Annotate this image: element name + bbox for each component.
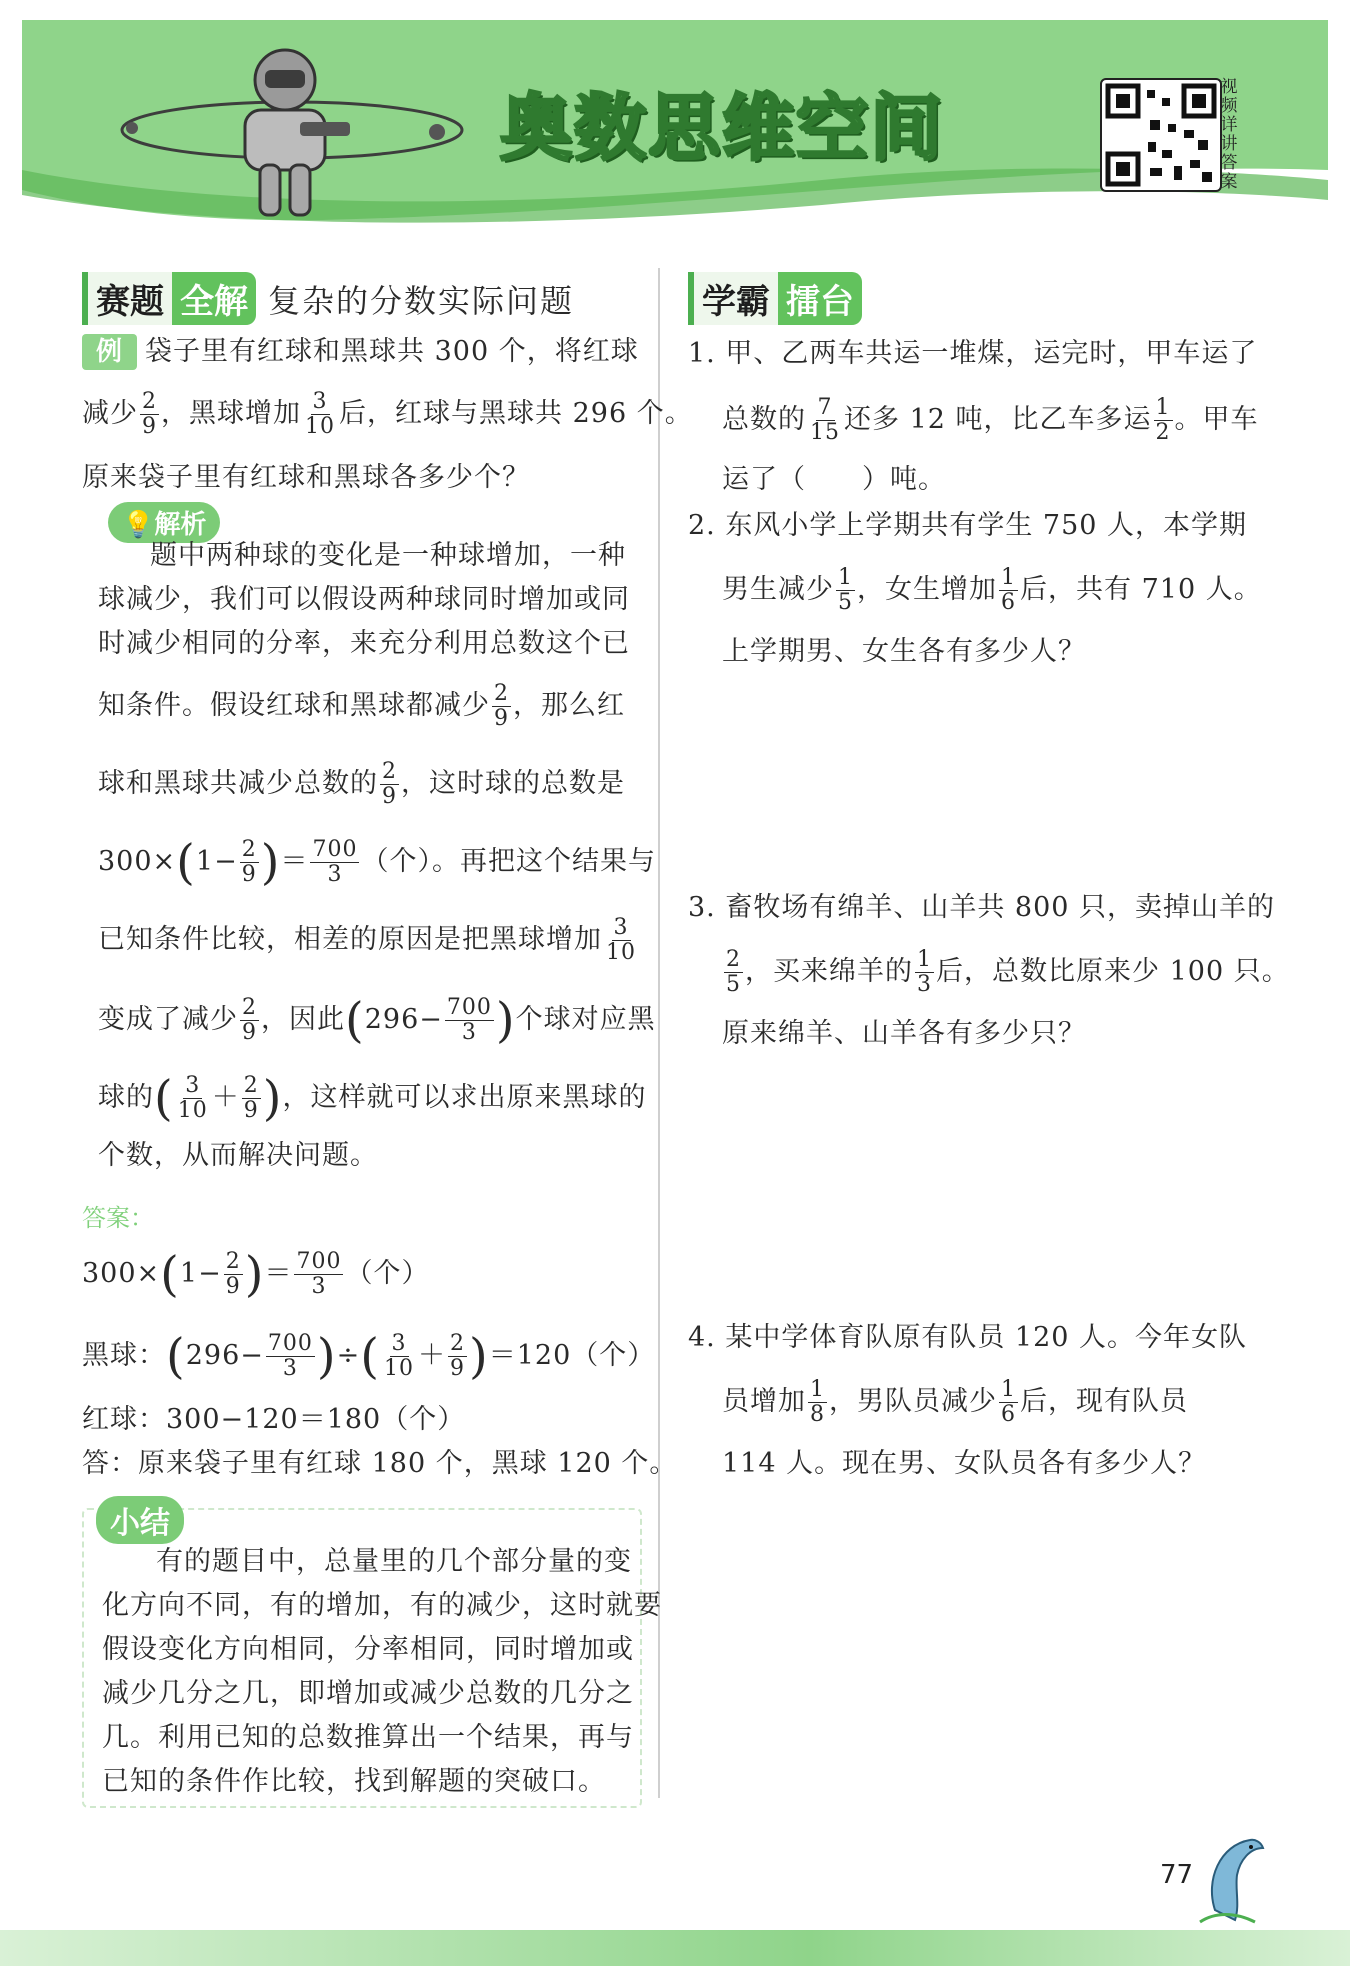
analysis-line: 已知条件比较，相差的原因是把黑球增加 $\frac{3}{10}$: [98, 915, 636, 965]
question-1-answer-blank[interactable]: 运了（ ）吨。: [722, 464, 946, 495]
example-line: 例 袋子里有红球和黑球共 300 个，将红球: [82, 334, 639, 370]
fraction: $\frac{3}{10}$: [305, 389, 335, 439]
fraction: $\frac{1}{6}$: [1001, 565, 1016, 615]
fraction: $\frac{2}{9}$: [142, 389, 157, 439]
fraction: $\frac{7}{15}$: [810, 395, 840, 445]
fraction: $\frac{2}{9}$: [242, 995, 257, 1045]
fraction: $\frac{2}{9}$: [241, 837, 257, 887]
header-tag: 赛题: [82, 272, 172, 325]
question-2: 2. 东风小学上学期共有学生 750 人，本学期: [688, 510, 1248, 541]
dolphin-icon: [1195, 1830, 1275, 1930]
fraction: $\frac{2}{9}$: [243, 1073, 259, 1123]
analysis-line: 时减少相同的分率，来充分利用总数这个已: [98, 628, 630, 659]
question-4-line: 员增加 $\frac{1}{8}$ ，男队员减少 $\frac{1}{6}$ 后，现有队员: [722, 1377, 1188, 1427]
question-4-line: 114 人。现在男、女队员各有多少人？: [722, 1448, 1207, 1479]
fraction: $\frac{2}{5}$: [726, 947, 741, 997]
summary-line: 有的题目中，总量里的几个部分量的变: [156, 1546, 632, 1577]
astronaut-icon: [190, 40, 380, 230]
fraction: $\frac{2}{9}$: [382, 759, 397, 809]
qr-code-icon[interactable]: [1100, 78, 1222, 192]
example-line: 原来袋子里有红球和黑球各多少个？: [82, 462, 530, 493]
fraction: $\frac{700}{3}$: [267, 1331, 313, 1381]
header-tag-highlight: 全解: [172, 272, 256, 325]
question-4: 4. 某中学体育队原有队员 120 人。今年女队: [688, 1322, 1248, 1353]
fraction: $\frac{2}{9}$: [494, 681, 509, 731]
question-3-line: 原来绵羊、山羊各有多少只？: [722, 1018, 1086, 1049]
answer-line: 黑球：(296− $\frac{700}{3}$ )÷( $\frac{3}{10}$ ＋ $\frac{2}{9}$ )＝120（个）: [82, 1328, 656, 1385]
analysis-line: 球减少，我们可以假设两种球同时增加或同: [98, 584, 630, 615]
analysis-line: 知条件。假设红球和黑球都减少 $\frac{2}{9}$ ，那么红: [98, 681, 625, 731]
analysis-line: 个数，从而解决问题。: [98, 1140, 378, 1171]
banner-title: 奥数思维空间: [500, 86, 945, 170]
summary-label: 小结: [96, 1496, 184, 1544]
fraction: $\frac{3}{10}$: [384, 1331, 414, 1381]
section-subtitle: 复杂的分数实际问题: [268, 281, 575, 320]
analysis-line: 球和黑球共减少总数的 $\frac{2}{9}$ ，这时球的总数是: [98, 759, 625, 809]
fraction: $\frac{2}{9}$: [225, 1249, 241, 1299]
fraction: $\frac{700}{3}$: [446, 995, 492, 1045]
fraction: $\frac{1}{6}$: [1001, 1377, 1016, 1427]
question-3: 3. 畜牧场有绵羊、山羊共 800 只，卖掉山羊的: [688, 892, 1276, 923]
answer-line: 答：原来袋子里有红球 180 个，黑球 120 个。: [82, 1448, 678, 1479]
analysis-line: 题中两种球的变化是一种球增加，一种: [150, 540, 626, 571]
fraction: $\frac{700}{3}$: [296, 1249, 342, 1299]
analysis-label: 💡解析: [108, 502, 220, 543]
summary-line: 假设变化方向相同，分率相同，同时增加或: [102, 1634, 634, 1665]
summary-line: 减少几分之几，即增加或减少总数的几分之: [102, 1678, 634, 1709]
lightbulb-icon: 💡: [122, 510, 155, 540]
analysis-line: 球的( $\frac{3}{10}$ ＋ $\frac{2}{9}$ )，这样就可以求出原来黑球的: [98, 1070, 647, 1127]
column-divider: [658, 268, 660, 1798]
fraction: $\frac{3}{10}$: [177, 1073, 208, 1123]
question-2-line: 上学期男、女生各有多少人？: [722, 636, 1086, 667]
section-header-left: [82, 272, 574, 325]
answer-line: 300×(1− $\frac{2}{9}$ )＝ $\frac{700}{3}$ （个）: [82, 1246, 430, 1303]
footer-band: [0, 1930, 1350, 1966]
question-3-line: $\frac{2}{5}$ ，买来绵羊的 $\frac{1}{3}$ 后，总数比原来少 100 只。: [726, 947, 1290, 997]
fraction: $\frac{1}{8}$: [810, 1377, 825, 1427]
summary-line: 化方向不同，有的增加，有的减少，这时就要: [102, 1590, 662, 1621]
section-header-right: [688, 272, 862, 325]
header-tag-highlight: 擂台: [778, 272, 862, 325]
fraction: $\frac{700}{3}$: [312, 837, 358, 887]
fraction: $\frac{2}{9}$: [450, 1331, 465, 1381]
page-number: 77: [1160, 1860, 1194, 1890]
analysis-line: 300×(1− $\frac{2}{9}$ )＝ $\frac{700}{3}$ （个）。再把这个结果与: [98, 834, 656, 891]
fraction: $\frac{1}{5}$: [838, 565, 853, 615]
answer-label: 答案：: [82, 1204, 154, 1232]
fraction: $\frac{1}{3}$: [917, 947, 932, 997]
question-2-line: 男生减少 $\frac{1}{5}$ ，女生增加 $\frac{1}{6}$ 后，共有 710 人。: [722, 565, 1262, 615]
example-line: 减少 $\frac{2}{9}$ ，黑球增加 $\frac{3}{10}$ 后，红球与黑球共 296 个。: [82, 389, 693, 439]
header-tag: 学霸: [688, 272, 778, 325]
question-1-line: 总数的 $\frac{7}{15}$ 还多 12 吨，比乙车多运 $\frac{1}{2}$ 。甲车: [722, 395, 1259, 445]
question-1: 1. 甲、乙两车共运一堆煤，运完时，甲车运了: [688, 338, 1258, 369]
summary-line: 几。利用已知的总数推算出一个结果，再与: [102, 1722, 634, 1753]
qr-caption: 视频详讲答案: [1220, 77, 1238, 192]
analysis-line: 变成了减少 $\frac{2}{9}$ ，因此(296− $\frac{700}{3}$ )个球对应黑: [98, 992, 656, 1049]
summary-line: 已知的条件作比较，找到解题的突破口。: [102, 1766, 606, 1797]
fraction: $\frac{3}{10}$: [606, 915, 636, 965]
fraction: $\frac{1}{2}$: [1155, 395, 1171, 445]
example-badge: 例: [82, 334, 137, 370]
answer-line: 红球：300−120＝180（个）: [82, 1404, 466, 1435]
